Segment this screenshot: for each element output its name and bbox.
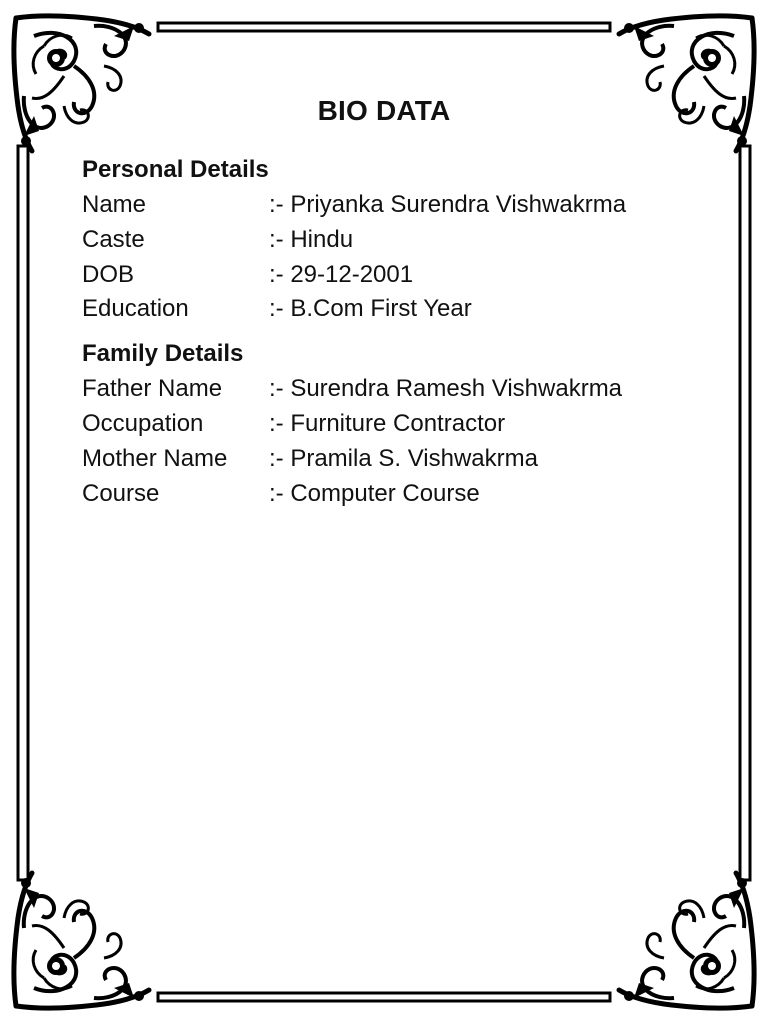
detail-label: Father Name <box>82 375 223 402</box>
detail-row <box>82 225 702 255</box>
detail-row <box>82 260 702 290</box>
detail-label: Occupation <box>82 410 204 437</box>
detail-label: DOB <box>82 261 135 288</box>
detail-value: :- Priyanka Surendra Vishwakrma <box>269 191 627 218</box>
detail-label: Education <box>82 295 189 322</box>
detail-value: :- Pramila S. Vishwakrma <box>269 445 538 472</box>
detail-value: :- Furniture Contractor <box>269 410 506 437</box>
detail-label: Name <box>82 191 147 218</box>
section-heading-personal-details: Personal Details <box>82 156 269 183</box>
corner-ornament-top-right-icon <box>619 16 754 151</box>
detail-value: :- 29-12-2001 <box>269 261 414 288</box>
corner-ornament-bottom-left-icon <box>14 873 149 1008</box>
detail-label: Mother Name <box>82 445 228 472</box>
detail-value: :- Computer Course <box>269 480 480 507</box>
detail-row <box>82 479 702 509</box>
corner-ornament-bottom-right-icon <box>619 873 754 1008</box>
section-heading-family-details: Family Details <box>82 340 244 367</box>
detail-value: :- Hindu <box>269 226 354 253</box>
corner-ornament-top-left-icon <box>14 16 149 151</box>
detail-row <box>82 190 702 220</box>
document-title: BIO DATA <box>317 95 451 126</box>
detail-value: :- Surendra Ramesh Vishwakrma <box>269 375 623 402</box>
detail-row <box>82 294 702 324</box>
detail-row <box>82 444 702 474</box>
detail-row <box>82 409 702 439</box>
detail-label: Caste <box>82 226 145 253</box>
detail-value: :- B.Com First Year <box>269 295 472 322</box>
detail-row <box>82 374 702 404</box>
detail-label: Course <box>82 480 160 507</box>
